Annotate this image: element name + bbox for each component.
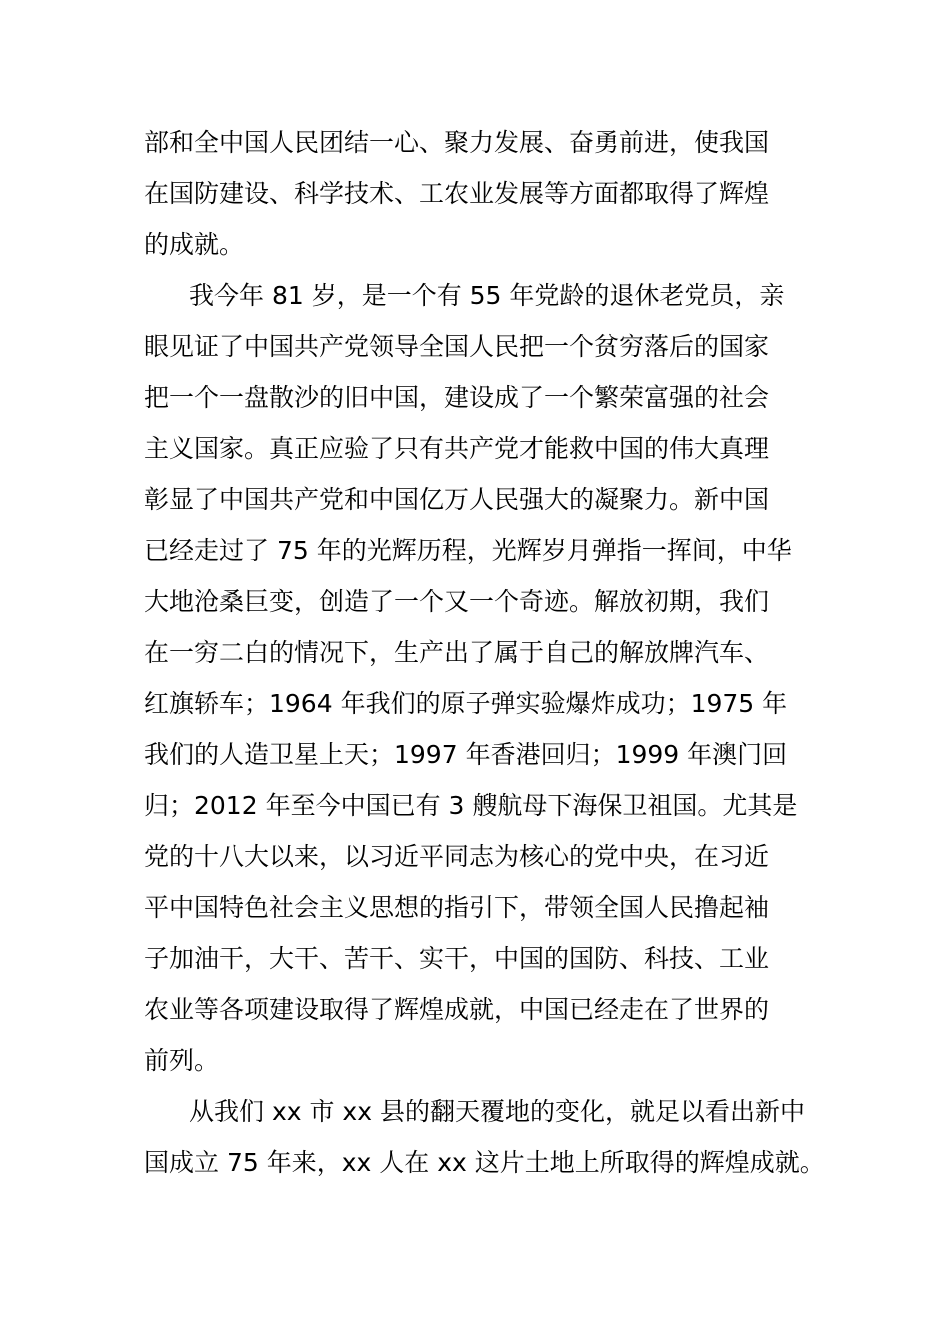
text-line: 眼见证了中国共产党领导全国人民把一个贫穷落后的国家 xyxy=(144,332,770,361)
text-line: 红旗轿车；1964 年我们的原子弹实验爆炸成功；1975 年 xyxy=(144,689,788,718)
text-line: 归；2012 年至今中国已有 3 艘航母下海保卫祖国。尤其是 xyxy=(144,791,798,820)
text-line: 党的十八大以来，以习近平同志为核心的党中央，在习近 xyxy=(144,842,770,871)
text-line: 主义国家。真正应验了只有共产党才能救中国的伟大真理 xyxy=(144,434,770,463)
text-line: 已经走过了 75 年的光辉历程，光辉岁月弹指一挥间，中华 xyxy=(144,536,792,565)
body-text xyxy=(144,117,824,1188)
text-line: 部和全中国人民团结一心、聚力发展、奋勇前进，使我国 xyxy=(144,128,770,157)
text-line: 农业等各项建设取得了辉煌成就，中国已经走在了世界的 xyxy=(144,995,770,1024)
text-line: 前列。 xyxy=(144,1046,220,1075)
text-line: 国成立 75 年来，xx 人在 xx 这片土地上所取得的辉煌成就。 xyxy=(144,1148,825,1177)
text-line: 子加油干，大干、苦干、实干，中国的国防、科技、工业 xyxy=(144,944,770,973)
text-line: 在一穷二白的情况下，生产出了属于自己的解放牌汽车、 xyxy=(144,638,770,667)
text-line: 在国防建设、科学技术、工农业发展等方面都取得了辉煌 xyxy=(144,179,770,208)
text-line: 把一个一盘散沙的旧中国，建设成了一个繁荣富强的社会 xyxy=(144,383,770,412)
paragraph-first-line: 从我们 xx 市 xx 县的翻天覆地的变化，就足以看出新中 xyxy=(189,1097,805,1126)
text-line: 的成就。 xyxy=(144,230,245,259)
paragraph-first-line: 我今年 81 岁，是一个有 55 年党龄的退休老党员，亲 xyxy=(189,281,785,310)
text-line: 我们的人造卫星上天；1997 年香港回归；1999 年澳门回 xyxy=(144,740,788,769)
text-line: 平中国特色社会主义思想的指引下，带领全国人民撸起袖 xyxy=(144,893,770,922)
text-line: 彰显了中国共产党和中国亿万人民强大的凝聚力。新中国 xyxy=(144,485,770,514)
text-line: 大地沧桑巨变，创造了一个又一个奇迹。解放初期，我们 xyxy=(144,587,770,616)
